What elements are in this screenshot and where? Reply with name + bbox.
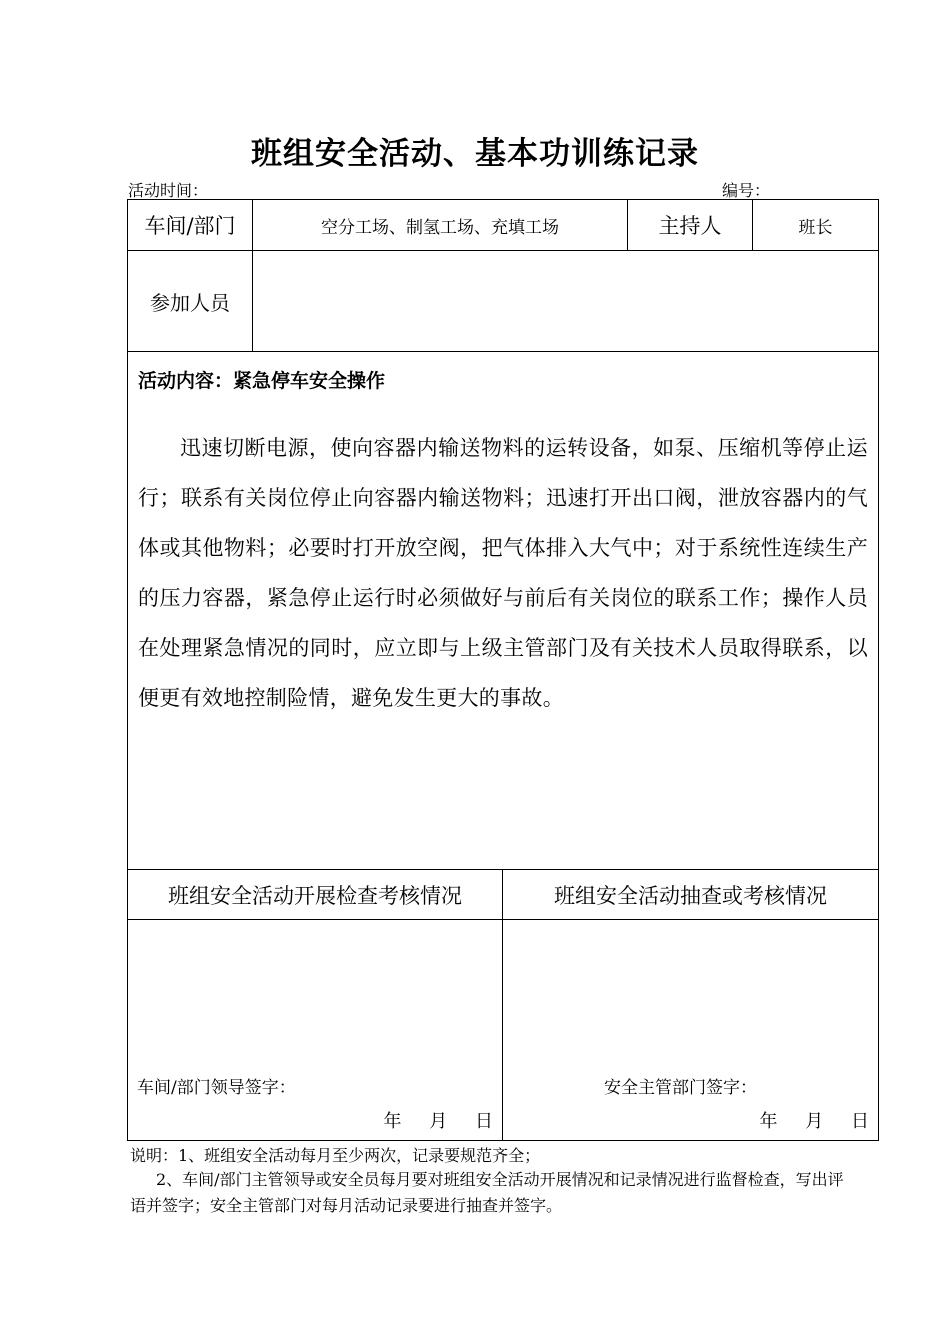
dept-label: 车间/部门	[128, 200, 253, 251]
note-line-2: 2、车间/部门主管领导或安全员每月要对班组安全活动开展情况和记录情况进行监督检查，写出评语并签字；安全主管部门对每月活动记录要进行抽查并签字。	[130, 1170, 844, 1215]
check-left-cell	[128, 920, 503, 1141]
check-sign-row	[128, 920, 879, 1141]
record-number-label: 编号：	[722, 181, 771, 200]
check-right-cell	[503, 920, 879, 1141]
activity-time-label: 活动时间：	[128, 181, 209, 200]
participants-row	[128, 251, 879, 352]
host-value: 班长	[753, 200, 879, 251]
safety-dept-sign-label: 安全主管部门签字：	[604, 1078, 757, 1098]
right-date-label: 年 月 日	[759, 1111, 869, 1132]
content-heading: 活动内容：紧急停车安全操作	[138, 370, 386, 392]
left-date-label: 年 月 日	[383, 1111, 493, 1132]
check-right-header: 班组安全活动抽查或考核情况	[503, 870, 879, 920]
page-title: 班组安全活动、基本功训练记录	[251, 136, 699, 172]
check-left-header: 班组安全活动开展检查考核情况	[128, 870, 503, 920]
participants-label: 参加人员	[128, 251, 253, 352]
host-label: 主持人	[628, 200, 753, 251]
check-header-row	[128, 870, 879, 920]
dept-row	[128, 200, 879, 251]
content-row	[128, 352, 879, 870]
dept-value: 空分工场、制氢工场、充填工场	[253, 200, 628, 251]
dept-leader-sign-label: 车间/部门领导签字：	[137, 1078, 296, 1098]
content-body: 迅速切断电源，使向容器内输送物料的运转设备，如泵、压缩机等停止运行；联系有关岗位停止向容器内输送物料；迅速打开出口阀，泄放容器内的气体或其他物料；必要时打开放空阀，把气体排入大气中；对于系统性连续生产的压力容器，紧急停止运行时必须做好与前后有关岗位的联系工作；操作人员在处理紧急情况的同时，应立即与上级主管部门及有关技术人员取得联系，以便更有效地控制险情，避免发生更大的事故。	[138, 436, 868, 710]
record-form-table	[127, 199, 879, 1141]
note-line-1: 说明：1、班组安全活动每月至少两次，记录要规范齐全；	[130, 1146, 541, 1165]
content-cell	[128, 352, 879, 870]
participants-value	[253, 251, 879, 352]
